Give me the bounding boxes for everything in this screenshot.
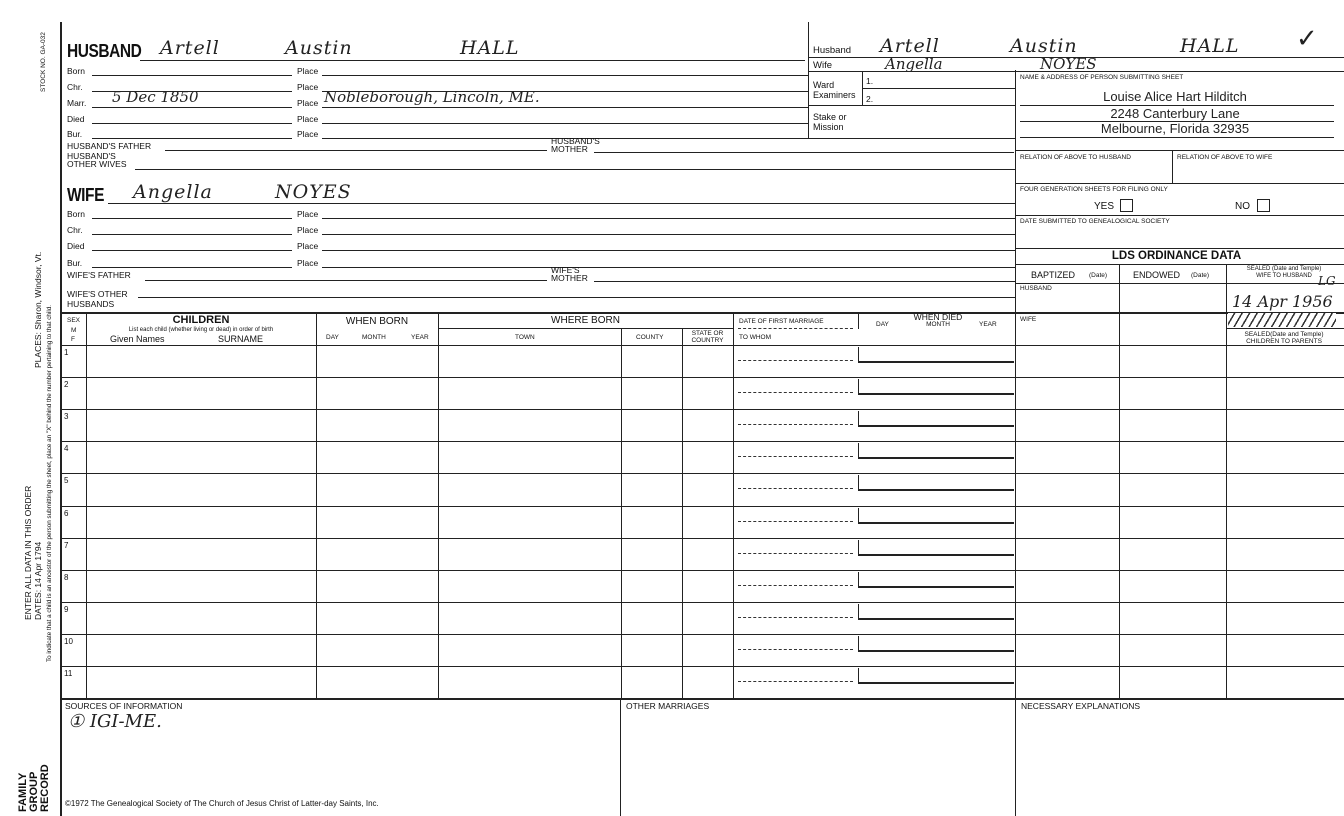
husband-died-line: [92, 123, 292, 124]
state-label-1: STATE OR: [691, 330, 724, 337]
died-month-label: MONTH: [926, 321, 950, 328]
to-whom-label: TO WHOM: [739, 334, 772, 341]
checkmark-icon: ✓: [1296, 24, 1319, 54]
husband-label: HUSBAND: [67, 41, 142, 61]
when-died-box: [858, 347, 1014, 363]
wife-mother-label-2: MOTHER: [551, 273, 588, 283]
husband-died-label: Died: [67, 114, 85, 124]
when-born-label: WHEN BORN: [345, 316, 409, 327]
four-gen-label: FOUR GENERATION SHEETS FOR FILING ONLY: [1020, 186, 1168, 193]
summary-husband-given-1: Artell: [880, 35, 940, 57]
child-row-line: [60, 377, 1344, 378]
marriage-date-dash: [738, 681, 853, 682]
children-instruction: List each child (whether living or dead) in order of birth: [128, 327, 274, 333]
summary-husband-surname: HALL: [1180, 35, 1240, 57]
husband-chr-place-label: Place: [297, 82, 319, 92]
child-row-number: 2: [64, 380, 69, 390]
born-month-label: MONTH: [362, 334, 386, 341]
born-day-label: DAY: [326, 334, 339, 341]
endowed-date-label: (Date): [1191, 272, 1210, 279]
wife-other-husbands-line: [138, 297, 1015, 298]
lds-title: LDS ORDINANCE DATA: [1111, 250, 1242, 262]
child-row-line: [60, 441, 1344, 442]
husband-chr-label: Chr.: [67, 82, 83, 92]
stake-bottom-line: [808, 138, 1015, 139]
yes-label: YES: [1094, 201, 1115, 212]
born-year-label: YEAR: [411, 334, 429, 341]
copyright: ©1972 The Genealogical Society of The Church of Jesus Christ of Latter-day Saints, Inc.: [65, 799, 379, 808]
date-submitted-bottom-line: [1015, 248, 1344, 249]
husband-other-wives-line: [135, 169, 1015, 170]
marriage-date-dash: [738, 521, 853, 522]
form-title: [18, 764, 51, 812]
child-row-number: 3: [64, 412, 69, 422]
examiners-label: Examiners: [813, 90, 856, 100]
child-row-line: [60, 602, 1344, 603]
husband-mother-line: [594, 152, 1014, 153]
necessary-explanations-label: NECESSARY EXPLANATIONS: [1021, 701, 1141, 711]
given-names-label: Given Names: [110, 334, 165, 344]
husband-died-place-label: Place: [297, 114, 319, 124]
child-row-number: 8: [64, 572, 69, 582]
husband-born-label: Born: [67, 66, 85, 76]
husband-other-wives-1: HUSBAND'S: [67, 151, 116, 161]
summary-left-border: [808, 22, 809, 139]
wife-given: Angella: [133, 181, 213, 203]
summary-husband-given-2: Austin: [1010, 35, 1078, 57]
right-panel-border: [1015, 70, 1016, 816]
sex-m-label: M: [71, 327, 77, 334]
husband-died-place-line: [322, 123, 808, 124]
wife-born-line: [92, 218, 292, 219]
sealed-children-header: [1228, 331, 1340, 345]
submitter-label: NAME & ADDRESS OF PERSON SUBMITTING SHEET: [1020, 74, 1184, 81]
child-row-number: 1: [64, 348, 69, 357]
husband-other-wives-label: [67, 152, 127, 168]
children-header-bottom-line: [60, 345, 1344, 346]
stake-label-2: Mission: [813, 122, 844, 132]
husband-born-place-line: [322, 75, 808, 76]
husband-mother-label-1: HUSBAND'S: [551, 136, 600, 146]
marriage-date-dash: [738, 617, 853, 618]
when-died-box: [858, 668, 1014, 684]
wife-label: WIFE: [67, 185, 104, 205]
husband-marriage-date: 5 Dec 1850: [112, 88, 199, 106]
stake-mission-label: [813, 112, 847, 132]
marriage-date-dash: [738, 424, 853, 425]
husband-father-line: [165, 150, 547, 151]
first-marriage-label: DATE OF FIRST MARRIAGE: [739, 318, 824, 325]
sources-value: ① IGI-ME.: [68, 711, 162, 732]
when-died-label: [900, 313, 976, 329]
child-row-line: [60, 506, 1344, 507]
left-frame-line: [60, 22, 62, 816]
summary-wife-surname: NOYES: [1040, 55, 1097, 73]
relation-top-line: [1015, 150, 1344, 151]
when-died-box: [858, 379, 1014, 395]
submitter-line-3: [1020, 137, 1334, 138]
four-gen-bottom-line: [1015, 215, 1344, 216]
when-died-title: WHEN DIED: [913, 312, 963, 322]
marriage-date-dash: [738, 488, 853, 489]
husband-marr-label: Marr.: [67, 98, 87, 108]
wife-other-husbands-1: WIFE'S OTHER: [67, 289, 128, 299]
wife-name-line: [108, 203, 1015, 204]
lds-header-bottom-line: [1015, 283, 1344, 284]
wife-died-label: Died: [67, 241, 85, 251]
died-day-label: DAY: [876, 321, 889, 328]
wife-bur-line: [92, 267, 292, 268]
wife-bur-place-label: Place: [297, 258, 319, 268]
wife-mother-label: [551, 266, 588, 282]
child-row-line: [60, 409, 1344, 410]
husband-mother-label-2: MOTHER: [551, 144, 588, 154]
child-row-line: [60, 570, 1344, 571]
children-title: CHILDREN: [172, 314, 230, 326]
wife-other-husbands-2: HUSBANDS: [67, 299, 115, 309]
form-title-line-1: FAMILY: [17, 772, 29, 812]
when-died-box: [858, 443, 1014, 459]
child-row-number: 9: [64, 604, 69, 614]
examiner-2: 2.: [866, 94, 874, 104]
relation-bottom-line: [1015, 183, 1344, 184]
relation-husband-label: RELATION OF ABOVE TO HUSBAND: [1020, 154, 1131, 161]
wife-bur-place-line: [322, 267, 1015, 268]
wife-mother-label-1: WIFE'S: [551, 265, 580, 275]
marriage-date-dash: [738, 360, 853, 361]
yes-checkbox[interactable]: [1120, 199, 1133, 212]
lds-sealed-date: 14 Apr 1956: [1232, 292, 1333, 311]
wife-surname: NOYES: [275, 181, 352, 203]
when-died-box: [858, 604, 1014, 620]
husband-marr-place-label: Place: [297, 98, 319, 108]
when-died-box: [858, 636, 1014, 652]
marriage-date-dash: [738, 456, 853, 457]
lds-temple-abbr: LG: [1318, 274, 1336, 288]
when-died-box: [858, 508, 1014, 524]
child-row-number: 4: [64, 444, 69, 454]
died-year-label: YEAR: [979, 321, 997, 328]
submitter-street: 2248 Canterbury Lane: [1110, 106, 1240, 121]
husband-bur-line: [92, 138, 292, 139]
other-marriages-label: OTHER MARRIAGES: [626, 701, 710, 711]
husband-marr-line: [92, 107, 292, 108]
no-checkbox[interactable]: [1257, 199, 1270, 212]
where-born-label: WHERE BORN: [551, 315, 620, 326]
when-died-box: [858, 411, 1014, 427]
wife-born-place-label: Place: [297, 209, 319, 219]
examiner-1: 1.: [866, 76, 874, 86]
surname-label: SURNAME: [218, 334, 264, 344]
form-title-line-2: GROUP: [28, 771, 40, 812]
wife-chr-line: [92, 234, 292, 235]
wife-born-label: Born: [67, 209, 85, 219]
endowed-label: ENDOWED: [1133, 270, 1180, 280]
no-label: NO: [1235, 201, 1250, 212]
marriage-date-dash: [738, 649, 853, 650]
where-born-header-line: [438, 328, 733, 329]
first-marriage-dash: [738, 328, 853, 329]
husband-born-place-label: Place: [297, 66, 319, 76]
baptized-date-label: (Date): [1089, 272, 1108, 279]
submitter-name: Louise Alice Hart Hilditch: [1103, 89, 1247, 104]
when-died-box: [858, 572, 1014, 588]
children-bottom-rule: [60, 698, 1344, 700]
summary-wife-line: [808, 71, 1344, 72]
child-row-number: 7: [64, 540, 69, 550]
wife-born-place-line: [322, 218, 1015, 219]
when-died-box: [858, 475, 1014, 491]
stake-top-line: [808, 105, 1015, 106]
husband-marr-place-line: [322, 107, 808, 108]
col-county-divider: [621, 328, 622, 699]
child-row-number: 11: [64, 669, 73, 678]
wife-chr-label: Chr.: [67, 225, 83, 235]
husband-father-label: HUSBAND'S FATHER: [67, 141, 152, 151]
col-state-divider: [682, 328, 683, 699]
date-submitted-label: DATE SUBMITTED TO GENEALOGICAL SOCIETY: [1020, 218, 1170, 225]
summary-husband-label: Husband: [813, 45, 852, 56]
places-example: PLACES: Sharon, Windsor, Vt.: [33, 251, 43, 368]
wife-chr-place-label: Place: [297, 225, 319, 235]
marriage-date-dash: [738, 553, 853, 554]
sealed-children-header-1: SEALED(Date and Temple): [1244, 331, 1324, 338]
county-label: COUNTY: [636, 334, 664, 341]
child-row-number: 10: [64, 636, 73, 646]
ward-label: Ward: [813, 80, 835, 90]
wife-died-line: [92, 250, 292, 251]
wife-mother-line: [594, 281, 1015, 282]
footer-divider: [620, 699, 621, 816]
state-country-label: [682, 330, 733, 344]
husband-given-2: Austin: [285, 37, 353, 59]
husband-name-line: [140, 60, 805, 61]
husband-bur-label: Bur.: [67, 129, 83, 139]
col-died-divider: [858, 312, 859, 329]
wife-died-place-label: Place: [297, 241, 319, 251]
marriage-date-dash: [738, 392, 853, 393]
summary-wife-label: Wife: [813, 60, 832, 71]
summary-wife-given: Angella: [885, 55, 943, 73]
dates-example: DATES: 14 Apr 1794: [33, 541, 43, 620]
sex-label: SEX: [67, 317, 81, 324]
sealed-wife-header-1: SEALED (Date and Temple): [1246, 266, 1322, 272]
child-row-line: [60, 666, 1344, 667]
stake-label-1: Stake or: [813, 112, 847, 122]
wife-other-husbands-label: [67, 289, 128, 309]
husband-other-wives-2: OTHER WIVES: [67, 159, 127, 169]
sources-label: SOURCES OF INFORMATION: [65, 701, 183, 711]
child-row-line: [60, 538, 1344, 539]
form-title-line-3: RECORD: [39, 764, 51, 812]
husband-born-line: [92, 75, 292, 76]
husband-bur-place-label: Place: [297, 129, 319, 139]
side-instruction: To indicate that a child is an ancestor of the person submitting the sheet, place an "X" behind the number pertaining to that child.: [46, 305, 53, 662]
enter-order-label: ENTER ALL DATA IN THIS ORDER: [23, 485, 33, 620]
child-row-number: 6: [64, 508, 69, 518]
state-label-2: COUNTRY: [691, 337, 724, 344]
child-row-line: [60, 473, 1344, 474]
relation-divider: [1172, 150, 1173, 183]
sealed-children-header-2: CHILDREN TO PARENTS: [1246, 338, 1322, 345]
sealed-wife-header-2: WIFE TO HUSBAND: [1256, 273, 1312, 279]
husband-mother-label: [551, 137, 600, 153]
lds-wife-crossed-out: [1228, 313, 1336, 327]
husband-surname: HALL: [460, 37, 520, 59]
baptized-label: BAPTIZED: [1031, 270, 1076, 280]
when-died-box: [858, 540, 1014, 556]
child-row-number: 5: [64, 476, 69, 486]
child-row-line: [60, 634, 1344, 635]
stock-number: STOCK NO. GA-032: [40, 32, 47, 92]
lds-husband-row-label: HUSBAND: [1020, 285, 1052, 292]
sex-f-label: F: [71, 336, 75, 343]
sealed-children-divider: [1226, 328, 1344, 329]
marriage-date-dash: [738, 585, 853, 586]
wife-chr-place-line: [322, 234, 1015, 235]
wife-died-place-line: [322, 250, 1015, 251]
examiner-divider: [862, 88, 1015, 89]
submitter-city: Melbourne, Florida 32935: [1100, 121, 1250, 136]
wife-father-line: [145, 280, 547, 281]
lds-title-line: [1015, 264, 1344, 265]
lds-wife-row-label: WIFE: [1020, 316, 1037, 323]
town-label: TOWN: [515, 334, 535, 341]
relation-wife-label: RELATION OF ABOVE TO WIFE: [1177, 154, 1273, 161]
wife-bur-label: Bur.: [67, 258, 83, 268]
husband-marriage-place: Nobleborough, Lincoln, ME.: [324, 88, 540, 106]
wife-father-label: WIFE'S FATHER: [67, 270, 131, 280]
husband-given-1: Artell: [160, 37, 220, 59]
